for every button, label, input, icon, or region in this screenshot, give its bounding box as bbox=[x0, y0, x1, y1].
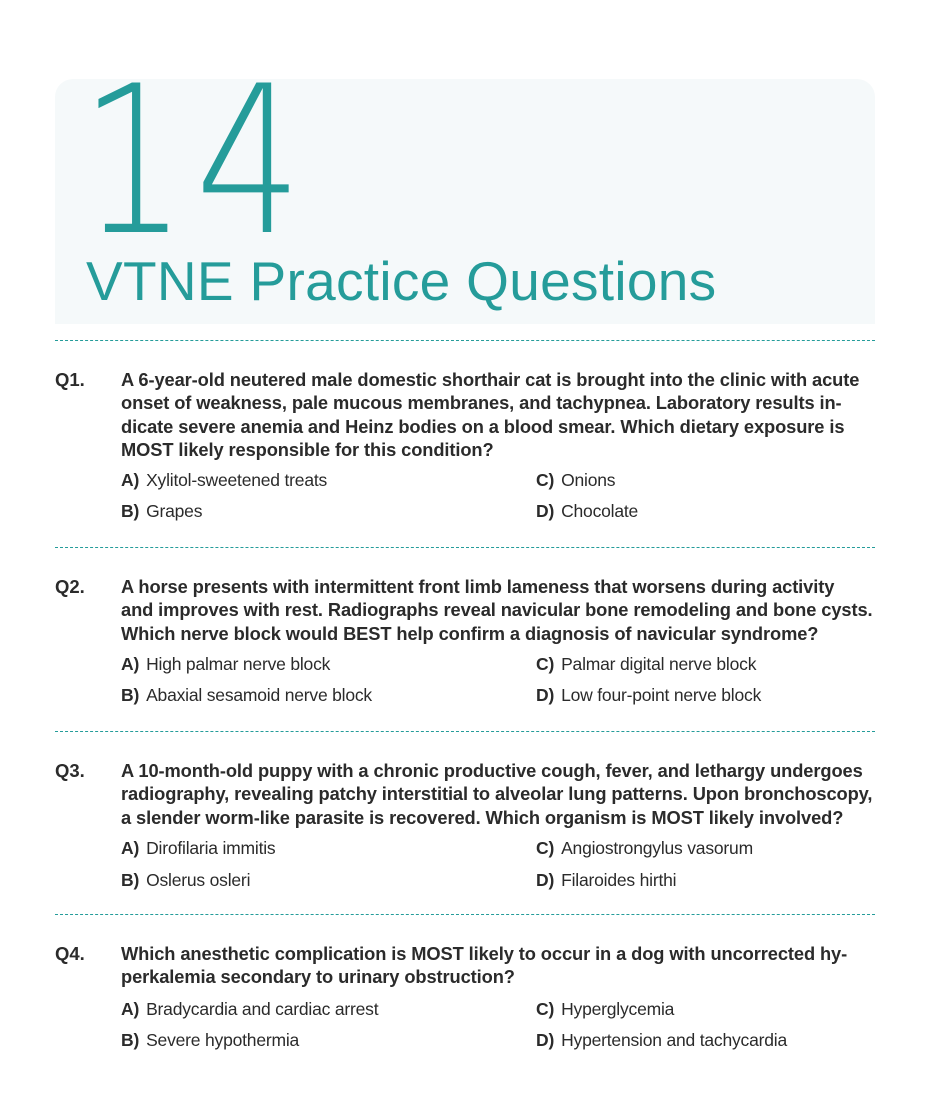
divider bbox=[55, 547, 875, 548]
option-text: Onions bbox=[561, 470, 616, 490]
option-text: Hyperglycemia bbox=[561, 999, 675, 1019]
option-b[interactable] bbox=[121, 869, 250, 891]
option-text: Xylitol-sweetened treats bbox=[146, 470, 328, 490]
question-number: Q4. bbox=[55, 943, 85, 964]
option-c[interactable] bbox=[536, 998, 674, 1020]
option-a[interactable] bbox=[121, 998, 378, 1020]
option-letter: C) bbox=[536, 470, 555, 490]
option-letter: A) bbox=[121, 654, 140, 674]
option-a[interactable] bbox=[121, 653, 330, 675]
option-a[interactable] bbox=[121, 469, 327, 491]
option-d[interactable] bbox=[536, 869, 676, 891]
option-letter: B) bbox=[121, 501, 140, 521]
question-text bbox=[121, 942, 879, 989]
option-letter: C) bbox=[536, 838, 555, 858]
option-letter: D) bbox=[536, 685, 555, 705]
option-text: Filaroides hirthi bbox=[561, 870, 677, 890]
option-text: Palmar digital nerve block bbox=[561, 654, 757, 674]
question-number: Q1. bbox=[55, 369, 85, 390]
option-b[interactable] bbox=[121, 1029, 299, 1051]
option-text: Chocolate bbox=[561, 501, 639, 521]
option-letter: A) bbox=[121, 838, 140, 858]
option-text: Low four-point nerve block bbox=[561, 685, 762, 705]
option-text: Dirofilaria immitis bbox=[146, 838, 276, 858]
option-letter: C) bbox=[536, 999, 555, 1019]
question-line: A horse presents with intermittent front limb lameness that worsens during activity bbox=[121, 576, 835, 597]
question-line: MOST likely responsible for this condition? bbox=[121, 438, 494, 460]
option-c[interactable] bbox=[536, 469, 615, 491]
option-text: Oslerus osleri bbox=[146, 870, 251, 890]
question-number: Q3. bbox=[55, 760, 85, 781]
question-number: Q2. bbox=[55, 576, 85, 597]
question-line: perkalemia secondary to urinary obstruction? bbox=[121, 966, 515, 988]
question-line: and improves with rest. Radiographs reveal navicular bone remodeling and bone cysts. bbox=[121, 599, 873, 621]
chapter-number: 14 bbox=[80, 43, 311, 281]
divider bbox=[55, 340, 875, 341]
option-d[interactable] bbox=[536, 684, 761, 706]
option-text: Angiostrongylus vasorum bbox=[561, 838, 753, 858]
option-letter: D) bbox=[536, 870, 555, 890]
question-line: a slender worm-like parasite is recovered. Which organism is MOST likely involved? bbox=[121, 806, 844, 828]
option-letter: A) bbox=[121, 999, 140, 1019]
question-line: A 6-year-old neutered male domestic shorthair cat is brought into the clinic with acute bbox=[121, 369, 860, 390]
question-line: dicate severe anemia and Heinz bodies on a blood smear. Which dietary exposure is bbox=[121, 415, 845, 437]
option-c[interactable] bbox=[536, 653, 756, 675]
option-text: Hypertension and tachycardia bbox=[561, 1030, 788, 1050]
option-letter: C) bbox=[536, 654, 555, 674]
option-text: Severe hypothermia bbox=[146, 1030, 300, 1050]
option-letter: A) bbox=[121, 470, 140, 490]
option-text: Abaxial sesamoid nerve block bbox=[146, 685, 372, 705]
question-line: A 10-month-old puppy with a chronic productive cough, fever, and lethargy undergoes bbox=[121, 760, 863, 781]
question-line: onset of weakness, pale mucous membranes, and tachypnea. Laboratory results in- bbox=[121, 392, 842, 414]
option-d[interactable] bbox=[536, 500, 638, 522]
option-letter: D) bbox=[536, 1030, 555, 1050]
option-d[interactable] bbox=[536, 1029, 787, 1051]
option-letter: B) bbox=[121, 1030, 140, 1050]
option-text: High palmar nerve block bbox=[146, 654, 331, 674]
divider bbox=[55, 914, 875, 915]
question-line: radiography, revealing patchy interstitial to alveolar lung patterns. Upon bronchoscopy, bbox=[121, 783, 873, 805]
question-line: Which anesthetic complication is MOST likely to occur in a dog with uncorrected hy- bbox=[121, 943, 848, 964]
option-c[interactable] bbox=[536, 837, 753, 859]
option-b[interactable] bbox=[121, 684, 372, 706]
question-text bbox=[121, 368, 879, 461]
option-a[interactable] bbox=[121, 837, 275, 859]
option-letter: B) bbox=[121, 870, 140, 890]
question-text bbox=[121, 759, 879, 829]
question-text bbox=[121, 575, 879, 645]
question-line: Which nerve block would BEST help confirm a diagnosis of navicular syndrome? bbox=[121, 622, 819, 644]
option-b[interactable] bbox=[121, 500, 202, 522]
option-text: Bradycardia and cardiac arrest bbox=[146, 999, 379, 1019]
option-letter: D) bbox=[536, 501, 555, 521]
divider bbox=[55, 731, 875, 732]
page-title: VTNE Practice Questions bbox=[86, 250, 717, 312]
option-text: Grapes bbox=[146, 501, 203, 521]
option-letter: B) bbox=[121, 685, 140, 705]
